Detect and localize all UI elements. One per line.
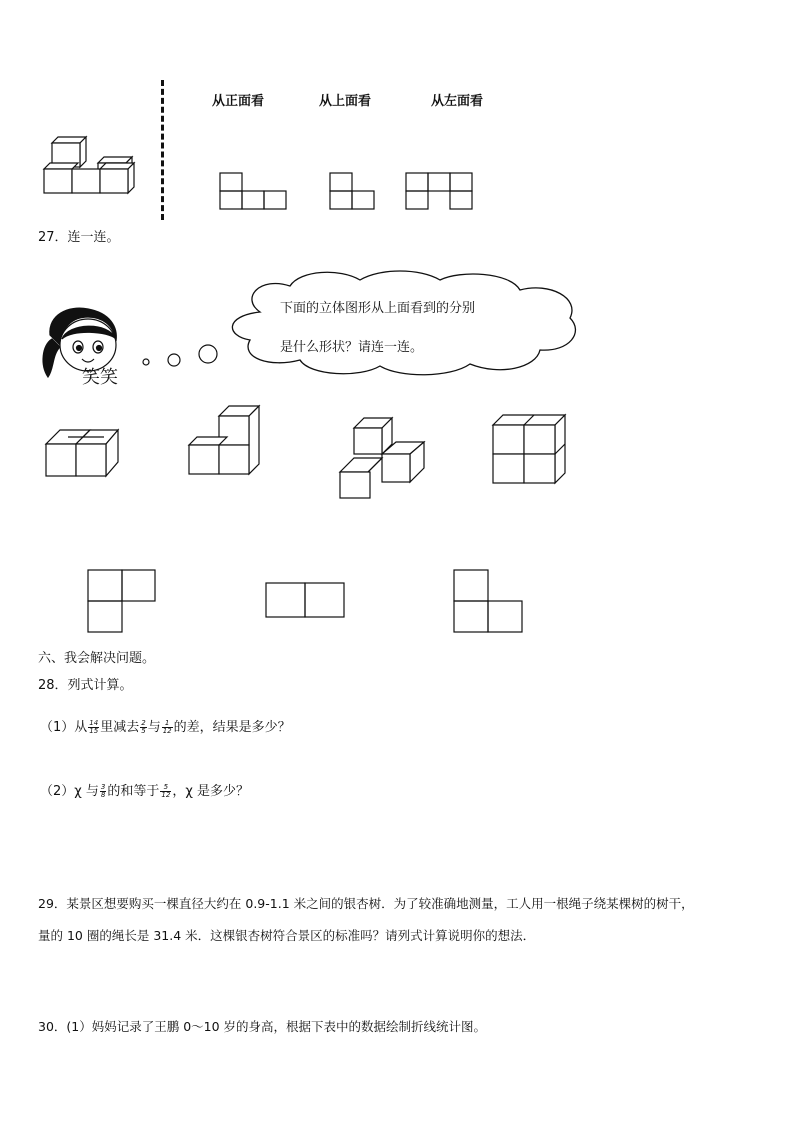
bubble-text-line2: 是什么形状？请连一连。 <box>280 340 424 355</box>
q28-part1-prefix: （1）从 <box>40 720 88 735</box>
q30-line1: 30．(1）妈妈记录了王鹏 0～10 岁的身高，根据下表中的数据绘制折线统计图。 <box>38 1019 487 1034</box>
fraction: $\frac{1}{12}$ <box>162 719 172 735</box>
cube-figure <box>40 135 140 195</box>
top-view-shape <box>329 172 379 212</box>
speech-cloud <box>220 268 582 380</box>
view-label-front: 从正面看 <box>212 94 265 109</box>
fraction: $\frac{2}{5}$ <box>141 719 146 735</box>
q28-part2-prefix: （2）χ 与 <box>40 784 99 799</box>
q28-part1: （1）从 $\frac{14}{15}$ 里减去 $\frac{2}{5}$ 与 $\frac{1}{12}$ 的差，结果是多少？ <box>40 719 291 735</box>
fraction: $\frac{14}{15}$ <box>89 719 99 735</box>
thought-bubble-dots <box>140 340 220 370</box>
q29-line2: 量的 10 圈的绳长是 31.4 米．这棵银杏树符合景区的标准吗？请列式计算说明你的想法． <box>38 928 536 943</box>
solid-figure-4 <box>491 413 571 487</box>
view-label-left: 从左面看 <box>431 94 484 109</box>
solid-figure-2 <box>187 404 267 478</box>
top-view-option-1 <box>87 568 159 636</box>
character-name: 笑笑 <box>82 367 118 388</box>
top-view-option-2 <box>264 582 348 620</box>
q27-title: 27．连一连。 <box>38 230 120 245</box>
fraction: $\frac{5}{12}$ <box>161 783 171 799</box>
solid-figure-1 <box>42 424 124 480</box>
section-6-title: 六、我会解决问题。 <box>38 651 156 666</box>
front-view-shape <box>219 172 289 212</box>
view-label-top: 从上面看 <box>319 94 372 109</box>
left-view-shape <box>405 172 477 212</box>
q29-line1: 29．某景区想要购买一棵直径大约在 0.9-1.1 米之间的银杏树．为了较准确地测量，工人用一根绳子绕某棵树的树干， <box>38 896 694 911</box>
q28-part2: （2）χ 与 $\frac{3}{8}$ 的和等于 $\frac{5}{12}$ ，χ 是多少？ <box>40 783 249 799</box>
fraction: $\frac{3}{8}$ <box>100 783 106 799</box>
dashed-divider <box>161 80 164 220</box>
solid-figure-3 <box>338 414 428 500</box>
q28-title: 28．列式计算。 <box>38 678 133 693</box>
top-view-option-3 <box>453 568 527 636</box>
bubble-text-line1: 下面的立体图形从上面看到的分别 <box>280 301 476 316</box>
